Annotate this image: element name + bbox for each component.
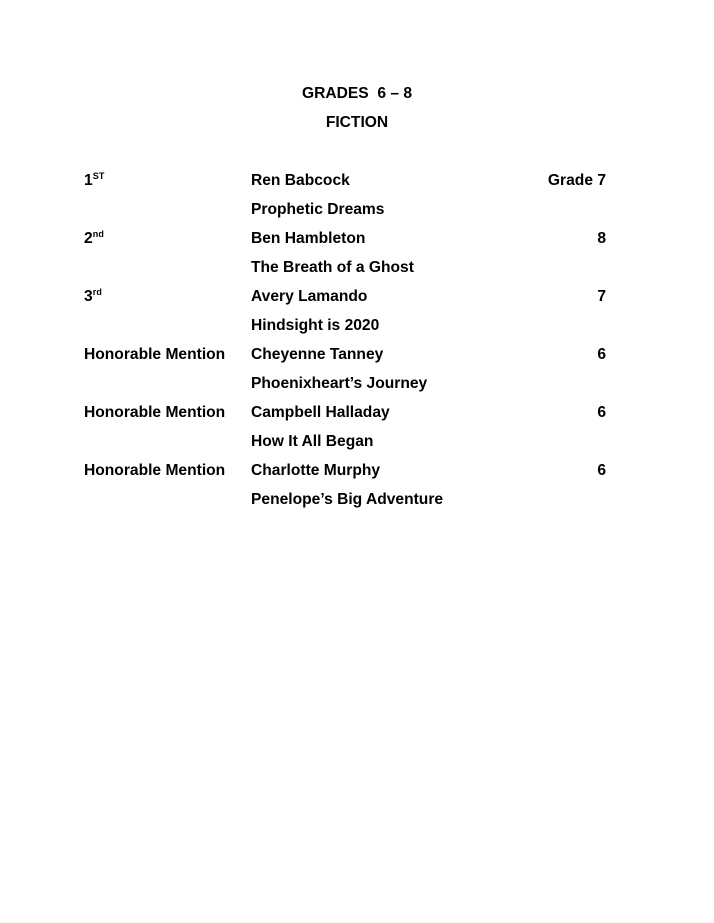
entry-row xyxy=(84,224,606,253)
document-heading xyxy=(0,79,714,137)
award-place-text: Honorable Mention xyxy=(84,346,226,363)
story-title: Hindsight is 2020 xyxy=(251,317,380,334)
winner-grade-empty xyxy=(496,253,606,282)
entry-title-row xyxy=(84,485,606,514)
entry-row xyxy=(84,456,606,485)
entry-row xyxy=(84,282,606,311)
story-title: How It All Began xyxy=(251,433,374,450)
award-place-text: Honorable Mention xyxy=(84,462,226,479)
winner-grade: 7 xyxy=(597,288,606,305)
award-place-empty xyxy=(84,427,251,456)
award-place-empty xyxy=(84,195,251,224)
entry-row xyxy=(84,166,606,195)
winner-grade: 6 xyxy=(597,346,606,363)
story-title: The Breath of a Ghost xyxy=(251,259,414,276)
story-title: Prophetic Dreams xyxy=(251,201,385,218)
category-heading: FICTION xyxy=(325,114,389,131)
winner-name: Ren Babcock xyxy=(251,172,350,189)
award-place-suffix: rd xyxy=(92,286,103,297)
winner-grade-empty xyxy=(496,427,606,456)
winner-name: Charlotte Murphy xyxy=(251,462,381,479)
award-place-empty xyxy=(84,311,251,340)
award-place-empty xyxy=(84,485,251,514)
winner-grade: 8 xyxy=(597,230,606,247)
entry-title-row xyxy=(84,195,606,224)
award-place-empty xyxy=(84,369,251,398)
award-place-text: 2 xyxy=(84,230,93,247)
winner-grade: 6 xyxy=(597,462,606,479)
award-place xyxy=(84,456,251,485)
winner-name: Ben Hambleton xyxy=(251,230,366,247)
winner-grade: 6 xyxy=(597,404,606,421)
winner-grade: Grade 7 xyxy=(547,172,606,189)
award-place-text: 3 xyxy=(84,288,93,305)
grades-heading: GRADES 6 – 8 xyxy=(301,85,413,102)
entry-row xyxy=(84,398,606,427)
entry-title-row xyxy=(84,253,606,282)
story-title: Penelope’s Big Adventure xyxy=(251,491,444,508)
entry-row xyxy=(84,340,606,369)
winner-name: Campbell Halladay xyxy=(251,404,390,421)
award-place-text: Honorable Mention xyxy=(84,404,226,421)
winner-grade-empty xyxy=(496,311,606,340)
winner-name: Avery Lamando xyxy=(251,288,368,305)
entry-title-row xyxy=(84,311,606,340)
award-place-empty xyxy=(84,253,251,282)
award-place-suffix: nd xyxy=(92,228,105,239)
award-place xyxy=(84,398,251,427)
award-place xyxy=(84,224,251,253)
results-table xyxy=(84,166,606,514)
story-title: Phoenixheart’s Journey xyxy=(251,375,428,392)
award-place xyxy=(84,282,251,311)
winner-grade-empty xyxy=(496,195,606,224)
winner-grade-empty xyxy=(496,485,606,514)
entry-title-row xyxy=(84,369,606,398)
award-place xyxy=(84,340,251,369)
winner-name: Cheyenne Tanney xyxy=(251,346,384,363)
entry-title-row xyxy=(84,427,606,456)
award-place xyxy=(84,166,251,195)
award-place-suffix: ST xyxy=(92,170,105,181)
winner-grade-empty xyxy=(496,369,606,398)
award-place-text: 1 xyxy=(84,172,93,189)
